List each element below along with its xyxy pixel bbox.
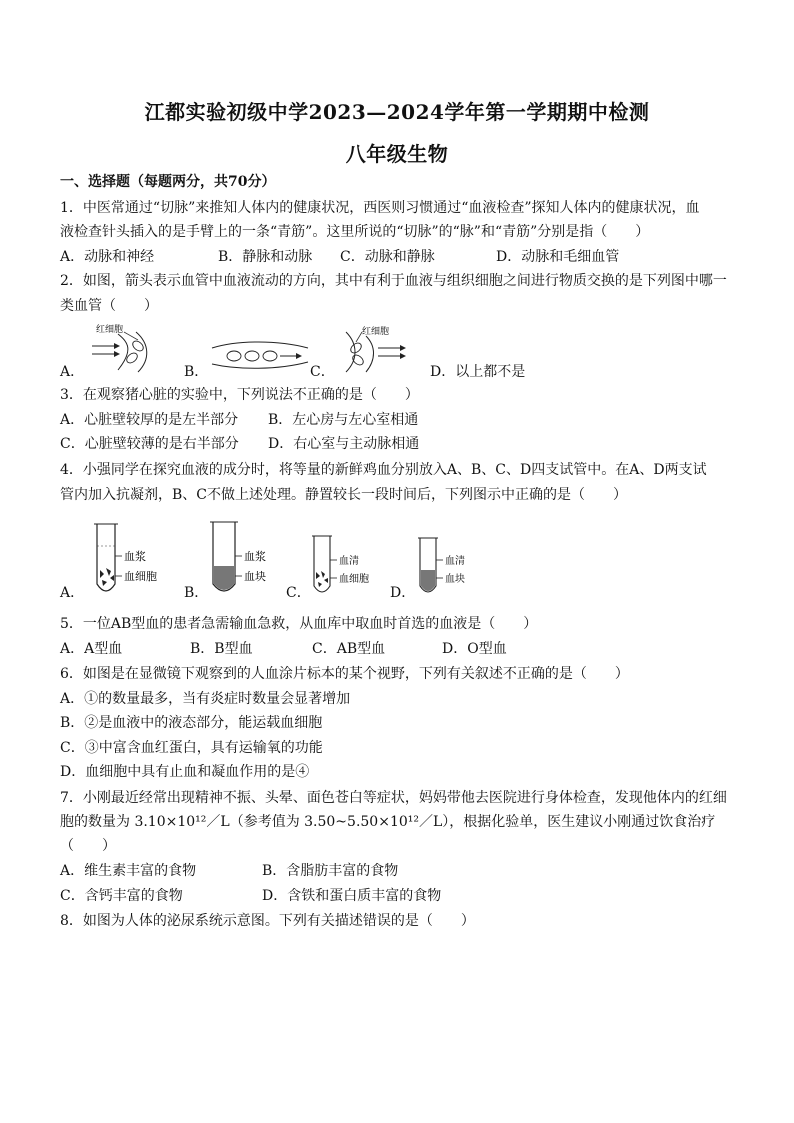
- q8-stem: 8．如图为人体的泌尿系统示意图。下列有关描述错误的是（ ）: [60, 913, 475, 929]
- q4-stem-line1: 4．小强同学在探究血液的成分时，将等量的新鲜鸡血分别放入A、B、C、D四支试管中。在A、D两支试: [60, 462, 707, 478]
- q2-vessel-diagram-c: [336, 322, 416, 378]
- q6-option-a: A．①的数量最多，当有炎症时数量会显著增加: [60, 691, 351, 707]
- q2-stem-line2: 类血管（ ）: [60, 298, 158, 314]
- q3-option-d: D．右心室与主动脉相通: [268, 436, 420, 452]
- q4-c-bottom-label: 血细胞: [339, 574, 369, 585]
- q2-vessel-diagram-b: [208, 338, 312, 372]
- q2-option-a: A．: [60, 364, 85, 380]
- q7-option-c: C．含钙丰富的食物: [60, 888, 183, 904]
- q7-option-d: D．含铁和蛋白质丰富的食物: [262, 888, 442, 904]
- q4-a-top-label: 血浆: [124, 550, 146, 563]
- q4-b-bottom-label: 血块: [244, 570, 266, 583]
- q5-option-d: D．O型血: [442, 641, 507, 657]
- q5-option-a: A．A型血: [60, 641, 123, 657]
- q1-option-d: D．动脉和毛细血管: [496, 249, 620, 265]
- q6-option-d: D．血细胞中具有止血和凝血作用的是④: [60, 764, 310, 780]
- q7-option-b: B．含脂肪丰富的食物: [262, 863, 399, 879]
- q4-option-d: D．: [390, 585, 416, 601]
- q4-option-c: C．: [286, 585, 311, 601]
- q4-d-top-label: 血清: [445, 556, 465, 567]
- q4-option-a: A．: [60, 585, 85, 601]
- q2-option-d: D．以上都不是: [430, 364, 526, 380]
- q1-option-b: B．静脉和动脉: [218, 249, 313, 265]
- q7-stem-line2: 胞的数量为 3.10×10¹²／L（参考值为 3.50~5.50×10¹²／L），根据化验单，医生建议小刚通过饮食治疗: [60, 814, 716, 830]
- q4-stem-line2: 管内加入抗凝剂，B、C不做上述处理。静置较长一段时间后，下列图示中正确的是（ ）: [60, 487, 627, 503]
- q4-c-top-label: 血清: [339, 556, 359, 567]
- q1-option-a: A．动脉和神经: [60, 249, 155, 265]
- q2-a-rbc-label: 红细胞: [96, 325, 124, 335]
- q4-a-bottom-label: 血细胞: [124, 570, 157, 583]
- q5-option-b: B．B型血: [190, 641, 253, 657]
- q4-test-tube-d: [416, 536, 492, 602]
- q7-stem-line1: 7．小刚最近经常出现精神不振、头晕、面色苍白等症状，妈妈带他去医院进行身体检查，发现他体内的红细: [60, 790, 727, 806]
- q1-stem-line2: 液检查针头插入的是手臂上的一条“青筋”。这里所说的“切脉”的“脉”和“青筋”分别是指（ ）: [60, 224, 650, 240]
- q4-option-b: B．: [184, 585, 209, 601]
- q7-stem-line3: （ ）: [60, 838, 116, 854]
- q3-stem: 3．在观察猪心脏的实验中，下列说法不正确的是（ ）: [60, 387, 419, 403]
- q6-option-b: B．②是血液中的液态部分，能运载血细胞: [60, 715, 323, 731]
- q3-option-c: C．心脏壁较薄的是右半部分: [60, 436, 239, 452]
- q5-stem: 5．一位AB型血的患者急需输血急救，从血库中取血时首选的血液是（ ）: [60, 616, 538, 632]
- q2-stem-line1: 2．如图，箭头表示血管中血液流动的方向，其中有利于血液与组织细胞之间进行物质交换的是下列图中哪一: [60, 273, 727, 289]
- q2-option-b: B．: [184, 364, 209, 380]
- q4-d-bottom-label: 血块: [445, 574, 465, 585]
- q7-option-a: A．维生素丰富的食物: [60, 863, 197, 879]
- q2-c-rbc-label: 红细胞: [362, 327, 390, 337]
- exam-subtitle: 八年级生物: [345, 142, 449, 166]
- q5-option-c: C．AB型血: [312, 641, 386, 657]
- q4-b-top-label: 血浆: [244, 550, 266, 563]
- q6-option-c: C．③中富含血红蛋白，具有运输氧的功能: [60, 740, 323, 756]
- q4-test-tube-a: [90, 522, 180, 602]
- exam-title: 江都实验初级中学2023—2024学年第一学期期中检测: [144, 100, 650, 124]
- q4-test-tube-b: [208, 520, 288, 602]
- q1-option-c: C．动脉和静脉: [340, 249, 435, 265]
- q1-stem-line1: 1．中医常通过“切脉”来推知人体内的健康状况，西医则习惯通过“血液检查”探知人体内的健康状况，血: [60, 200, 700, 216]
- q6-stem: 6．如图是在显微镜下观察到的人血涂片标本的某个视野，下列有关叙述不正确的是（ ）: [60, 666, 629, 682]
- q3-option-a: A．心脏壁较厚的是左半部分: [60, 412, 239, 428]
- q2-option-c: C．: [310, 364, 335, 380]
- q4-test-tube-c: [310, 534, 390, 602]
- q2-vessel-diagram-a: [88, 320, 164, 376]
- section-heading: 一、选择题（每题两分，共70分）: [60, 174, 276, 190]
- q3-option-b: B．左心房与左心室相通: [268, 412, 419, 428]
